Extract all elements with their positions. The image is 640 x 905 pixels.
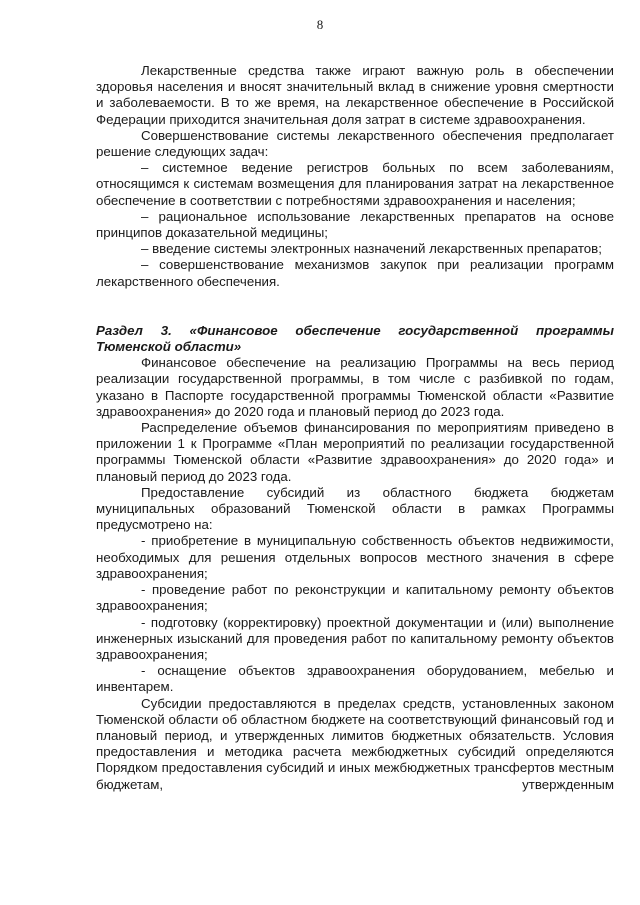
task-registers: – системное ведение регистров больных по всем заболеваниям, относящимся к системам возмещения для планирования затрат на лекарственное обеспечение в соответствии с потребностями здравоохранения и населения;: [96, 160, 614, 208]
task-procurement: – совершенствование механизмов закупок при реализации программ лекарственного обеспечения.: [96, 257, 614, 289]
page-content: [96, 63, 614, 793]
paragraph-subsidies-intro: Предоставление субсидий из областного бюджета бюджетам муниципальных образований Тюменской области в рамках Программы предусмотрено на:: [96, 484, 614, 533]
subsidy-item-design: - подготовку (корректировку) проектной документации и (или) выполнение инженерных изысканий для проведения работ по капитальному ремонту объектов здравоохранения;: [96, 614, 614, 662]
paragraph-financing-period: Финансовое обеспечение на реализацию Программы на весь период реализации государственной программы, в том числе с разбивкой по годам, указано в Паспорте государственной программы Тюменской области «Развитие здравоохранения» до 2020 года и плановый период до 2023 года.: [96, 355, 614, 419]
task-electronic-prescriptions: – введение системы электронных назначений лекарственных препаратов;: [141, 241, 602, 257]
paragraph-subsidies-conditions: Субсидии предоставляются в пределах средств, установленных законом Тюменской области об областном бюджете на соответствующий финансовый год и плановый период, и утвержденных лимитов бюджетных обязательств. Условия предоставления и методика расчета межбюджетных субсидий определяются Порядком предоставления субсидий и иных межбюджетных трансфертов местным бюджетам, утвержденным: [96, 695, 614, 792]
paragraph-tasks-intro: Совершенствование системы лекарственного обеспечения предполагает решение следующих задач:: [96, 127, 614, 160]
subsidy-item-reconstruction: - проведение работ по реконструкции и капитальному ремонту объектов здравоохранения;: [96, 582, 614, 614]
task-rational-use: – рациональное использование лекарственных препаратов на основе принципов доказательной медицины;: [96, 208, 614, 241]
section-3-heading: Раздел 3. «Финансовое обеспечение государственной программы Тюменской области»: [96, 322, 614, 355]
paragraph-medicines-role: Лекарственные средства также играют важную роль в обеспечении здоровья населения и вносят значительный вклад в снижение уровня смертности и заболеваемости. В то же время, на лекарственное обеспечение в Российской Федерации приходится значительная доля затрат в системе здравоохранения.: [96, 63, 614, 127]
subsidy-item-acquisition: - приобретение в муниципальную собственность объектов недвижимости, необходимых для решения отдельных вопросов местного значения в сфере здравоохранения;: [96, 533, 614, 581]
page-number: 8: [316, 17, 324, 32]
paragraph-financing-distribution: Распределение объемов финансирования по мероприятиям приведено в приложении 1 к Программе «План мероприятий по реализации государственной программы Тюменской области «Развитие здравоохранения» до 2020 года» и плановый период до 2023 года.: [96, 420, 614, 484]
subsidy-item-equipment: - оснащение объектов здравоохранения оборудованием, мебелью и инвентарем.: [96, 663, 614, 695]
